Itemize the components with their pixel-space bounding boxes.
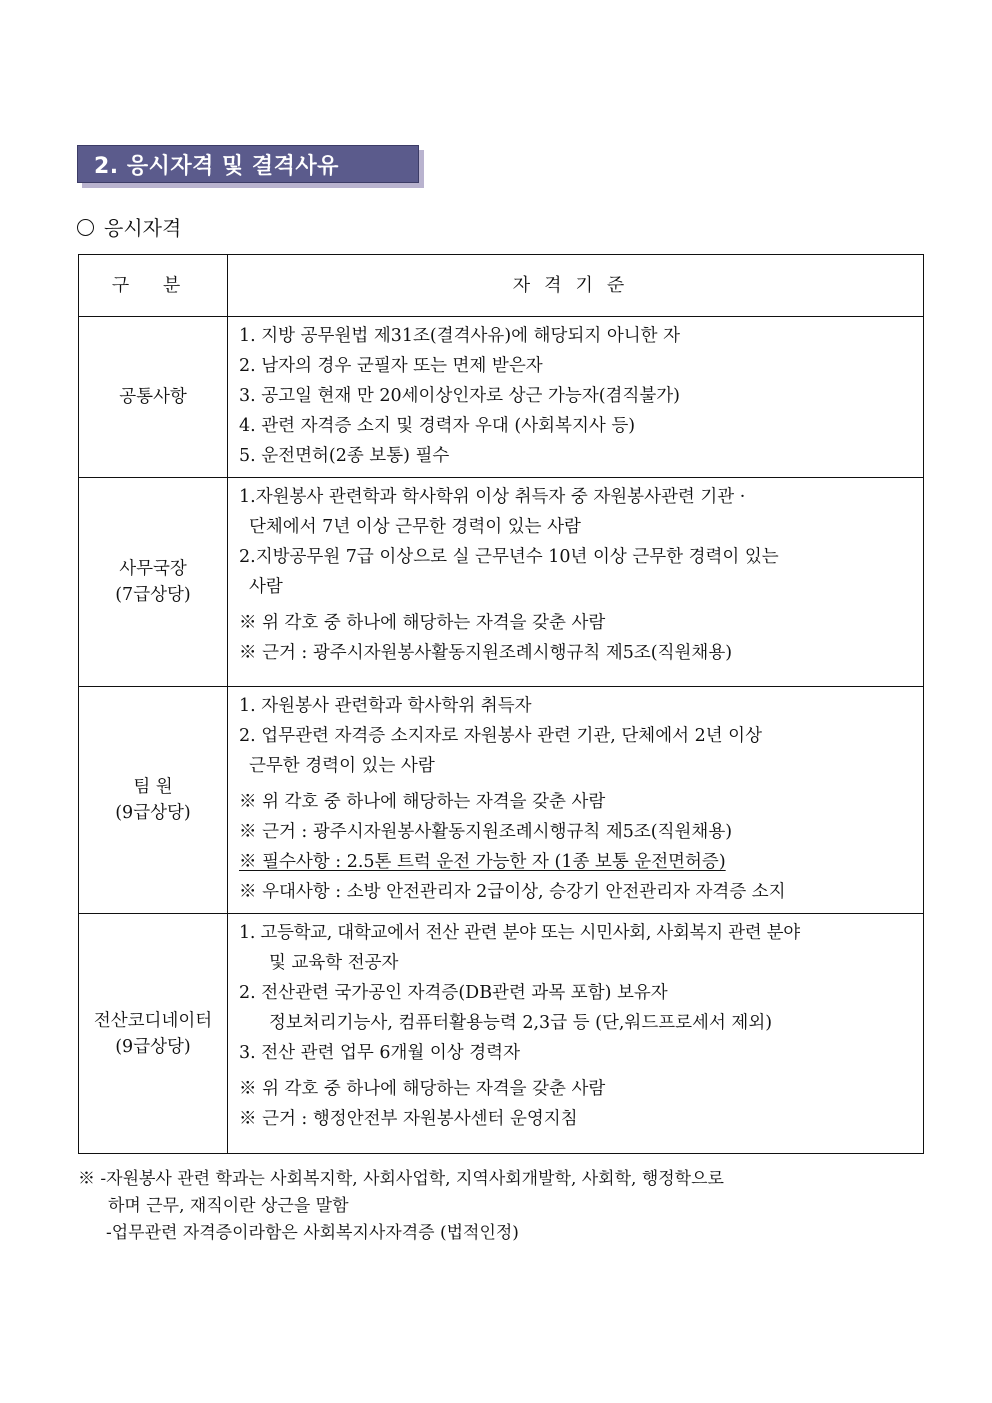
subheading: [77, 212, 181, 241]
criteria-note: ※ 위 각호 중 하나에 해당하는 자격을 갖춘 사람: [239, 792, 606, 812]
category-grade: (9급상당): [115, 1036, 191, 1057]
criteria-line: 2. 남자의 경우 군필자 또는 면제 받은자: [239, 356, 543, 376]
criteria-line: 2.지방공무원 7급 이상으로 실 근무년수 10년 이상 근무한 경력이 있는: [239, 547, 779, 567]
row-category: [79, 317, 228, 478]
criteria-line: 3. 공고일 현재 만 20세이상인자로 상근 가능자(겸직불가): [239, 386, 680, 406]
criteria-line: 2. 전산관련 국가공인 자격증(DB관련 과목 포함) 보유자: [239, 983, 668, 1003]
row-category: [79, 914, 228, 1154]
criteria-note: ※ 근거 : 행정안전부 자원봉사센터 운영지침: [239, 1109, 578, 1129]
criteria-note: ※ 근거 : 광주시자원봉사활동지원조례시행규칙 제5조(직원채용): [239, 643, 733, 663]
category-grade: (9급상당): [115, 803, 191, 823]
criteria-line: 3. 전산 관련 업무 6개월 이상 경력자: [239, 1043, 520, 1063]
category-label: 공통사항: [119, 387, 187, 407]
criteria-line: 정보처리기능사, 컴퓨터활용능력 2,3급 등 (단,워드프로세서 제외): [269, 1013, 773, 1033]
circle-bullet-icon: [77, 219, 94, 236]
criteria-note: ※ 근거 : 광주시자원봉사활동지원조례시행규칙 제5조(직원채용): [239, 822, 733, 842]
criteria-note: ※ 위 각호 중 하나에 해당하는 자격을 갖춘 사람: [239, 613, 606, 633]
criteria-line: 1. 자원봉사 관련학과 학사학위 취득자: [239, 696, 532, 716]
criteria-line: 1. 고등학교, 대학교에서 전산 관련 분야 또는 시민사회, 사회복지 관련 분야: [239, 923, 800, 943]
table-row: [79, 317, 924, 478]
row-category: [79, 687, 228, 914]
criteria-line: 4. 관련 자격증 소지 및 경력자 우대 (사회복지사 등): [239, 416, 636, 436]
qualification-table: [78, 254, 924, 1154]
criteria-line: 사람: [249, 577, 283, 597]
row-criteria: [228, 687, 924, 914]
row-criteria: [228, 914, 924, 1154]
criteria-line: 단체에서 7년 이상 근무한 경력이 있는 사람: [249, 517, 581, 537]
footnote-line: ※ -자원봉사 관련 학과는 사회복지학, 사회사업학, 지역사회개발학, 사회학, 행정학으로: [78, 1169, 724, 1189]
row-criteria: [228, 317, 924, 478]
category-label: 사무국장: [119, 559, 187, 579]
category-label: 전산코디네이터: [93, 1010, 213, 1031]
category-label: 팀 원: [133, 777, 173, 797]
criteria-line: 및 교육학 전공자: [269, 953, 399, 973]
section-title: 2. 응시자격 및 결격사유: [94, 154, 339, 179]
criteria-line: 근무한 경력이 있는 사람: [249, 756, 435, 776]
section-title-box: [77, 145, 419, 183]
criteria-note: ※ 위 각호 중 하나에 해당하는 자격을 갖춘 사람: [239, 1079, 606, 1099]
footnote-line: -업무관련 자격증이라함은 사회복지사자격증 (법적인정): [106, 1223, 519, 1243]
criteria-line: 5. 운전면허(2종 보통) 필수: [239, 446, 450, 466]
header-criteria: 자격기준: [228, 255, 924, 317]
row-category: [79, 478, 228, 687]
criteria-line: 1.자원봉사 관련학과 학사학위 이상 취득자 중 자원봉사관련 기관 ·: [239, 487, 746, 507]
footnotes: [78, 1166, 724, 1247]
criteria-line: 2. 업무관련 자격증 소지자로 자원봉사 관련 기관, 단체에서 2년 이상: [239, 726, 762, 746]
table-row: [79, 687, 924, 914]
footnote-line: 하며 근무, 재직이란 상근을 말함: [108, 1196, 349, 1216]
criteria-required-note: ※ 필수사항 : 2.5톤 트럭 운전 가능한 자 (1종 보통 운전면허증): [239, 852, 726, 872]
header-category: 구 분: [79, 255, 228, 317]
table-row: [79, 914, 924, 1154]
subheading-text: 응시자격: [104, 216, 182, 240]
criteria-line: 1. 지방 공무원법 제31조(결격사유)에 해당되지 아니한 자: [239, 326, 680, 346]
category-grade: (7급상당): [115, 585, 191, 605]
table-header-row: [79, 255, 924, 317]
table-row: [79, 478, 924, 687]
row-criteria: [228, 478, 924, 687]
criteria-preferred-note: ※ 우대사항 : 소방 안전관리자 2급이상, 승강기 안전관리자 자격증 소지: [239, 882, 786, 902]
